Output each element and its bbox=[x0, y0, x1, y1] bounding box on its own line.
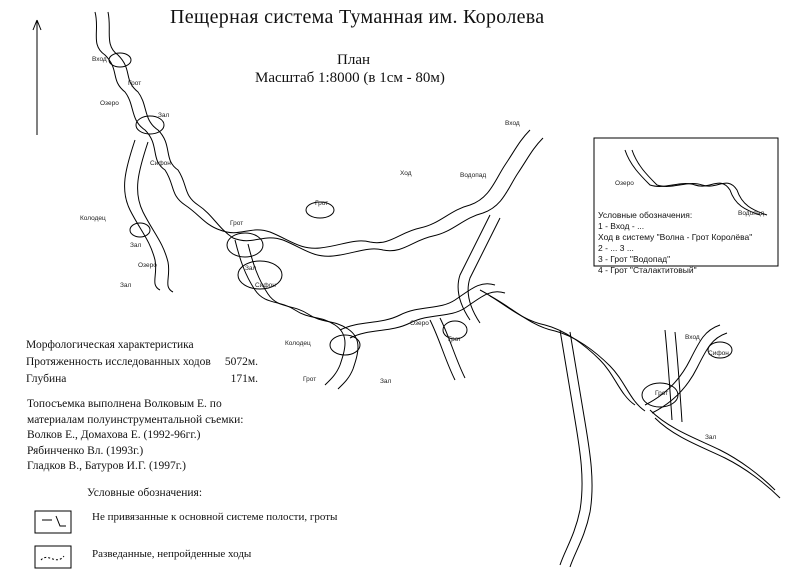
scale-label: Масштаб 1:8000 (в 1см - 80м) bbox=[255, 70, 445, 86]
stat-label: Морфологическая характеристика bbox=[26, 339, 194, 351]
place-label: Озеро bbox=[138, 262, 157, 269]
stat-label: Протяженность исследованных ходов bbox=[26, 356, 211, 368]
place-label: Водопад bbox=[460, 172, 487, 179]
stat-value: 5072м. bbox=[224, 356, 258, 368]
stat-row bbox=[26, 337, 258, 354]
place-label: Ход bbox=[400, 170, 412, 177]
north-arrow-icon bbox=[33, 20, 41, 135]
place-label: Грот bbox=[655, 390, 669, 397]
legend-item bbox=[92, 548, 251, 560]
place-label: Вход bbox=[92, 56, 107, 63]
legend-title: Условные обозначения: bbox=[87, 487, 203, 499]
place-label: Грот bbox=[230, 220, 244, 227]
inset-line: 2 - ... 3 ... bbox=[598, 243, 634, 253]
place-label: Зал bbox=[380, 378, 392, 385]
place-label: Сифон bbox=[150, 160, 171, 167]
place-label: Озеро bbox=[410, 320, 429, 327]
inset-legend bbox=[598, 210, 752, 276]
place-label: Зал bbox=[130, 242, 142, 249]
legend-item-label: Не привязанные к основной системе полости, гроты bbox=[92, 511, 338, 523]
place-label: Грот bbox=[303, 376, 317, 383]
surveyor-line: Волков Е., Домахова Е. (1992-96гг.) bbox=[27, 429, 201, 441]
stats-block bbox=[26, 337, 258, 388]
cave-passage-outline bbox=[95, 12, 780, 567]
survey-heading-line: Топосъемка выполнена Волковым Е. по bbox=[27, 398, 222, 410]
place-label: Грот bbox=[448, 336, 462, 343]
place-label: Зал bbox=[705, 434, 717, 441]
place-label: Сифон bbox=[255, 282, 276, 289]
inset-line: 1 - Вход - ... bbox=[598, 221, 645, 231]
plan-label: План bbox=[337, 52, 371, 68]
inset-line: 4 - Грот "Сталактитовый" bbox=[598, 265, 697, 275]
place-label: Колодец bbox=[285, 340, 311, 347]
place-label: Зал bbox=[158, 112, 170, 119]
survey-heading-line: материалам полуинструментальной съемки: bbox=[27, 413, 244, 426]
legend-item-label: Разведанные, непройденные ходы bbox=[92, 548, 252, 560]
place-label: Грот bbox=[315, 200, 329, 207]
place-label: Вход bbox=[685, 334, 700, 341]
place-label: Озеро bbox=[100, 100, 119, 107]
surveyor-line: Гладков В., Батуров И.Г. (1997г.) bbox=[27, 460, 186, 472]
place-label: Зал bbox=[245, 265, 257, 272]
place-label: Зал bbox=[120, 282, 132, 289]
stat-label: Глубина bbox=[26, 373, 67, 385]
inset-line: Ход в систему "Волна - Грот Королёва" bbox=[598, 232, 753, 242]
stat-row bbox=[26, 371, 258, 388]
surveyor-line: Рябинченко Вл. (1993г.) bbox=[27, 444, 144, 457]
stat-value: 171м. bbox=[230, 373, 258, 385]
place-label: Колодец bbox=[80, 215, 106, 222]
place-label: Вход bbox=[505, 120, 520, 127]
place-label: Озеро bbox=[615, 180, 634, 187]
stat-row bbox=[26, 354, 258, 371]
legend-item bbox=[92, 511, 337, 523]
place-label: Водопад bbox=[738, 210, 765, 217]
place-label: Сифон bbox=[708, 350, 729, 357]
place-label: Грот bbox=[128, 80, 142, 87]
inset-line: Условные обозначения: bbox=[598, 210, 693, 220]
survey-credits bbox=[27, 397, 243, 475]
map-title: Пещерная система Туманная им. Королева bbox=[170, 6, 545, 28]
legend-symbols bbox=[35, 511, 71, 568]
inset-line: 3 - Грот "Водопад" bbox=[598, 254, 671, 264]
